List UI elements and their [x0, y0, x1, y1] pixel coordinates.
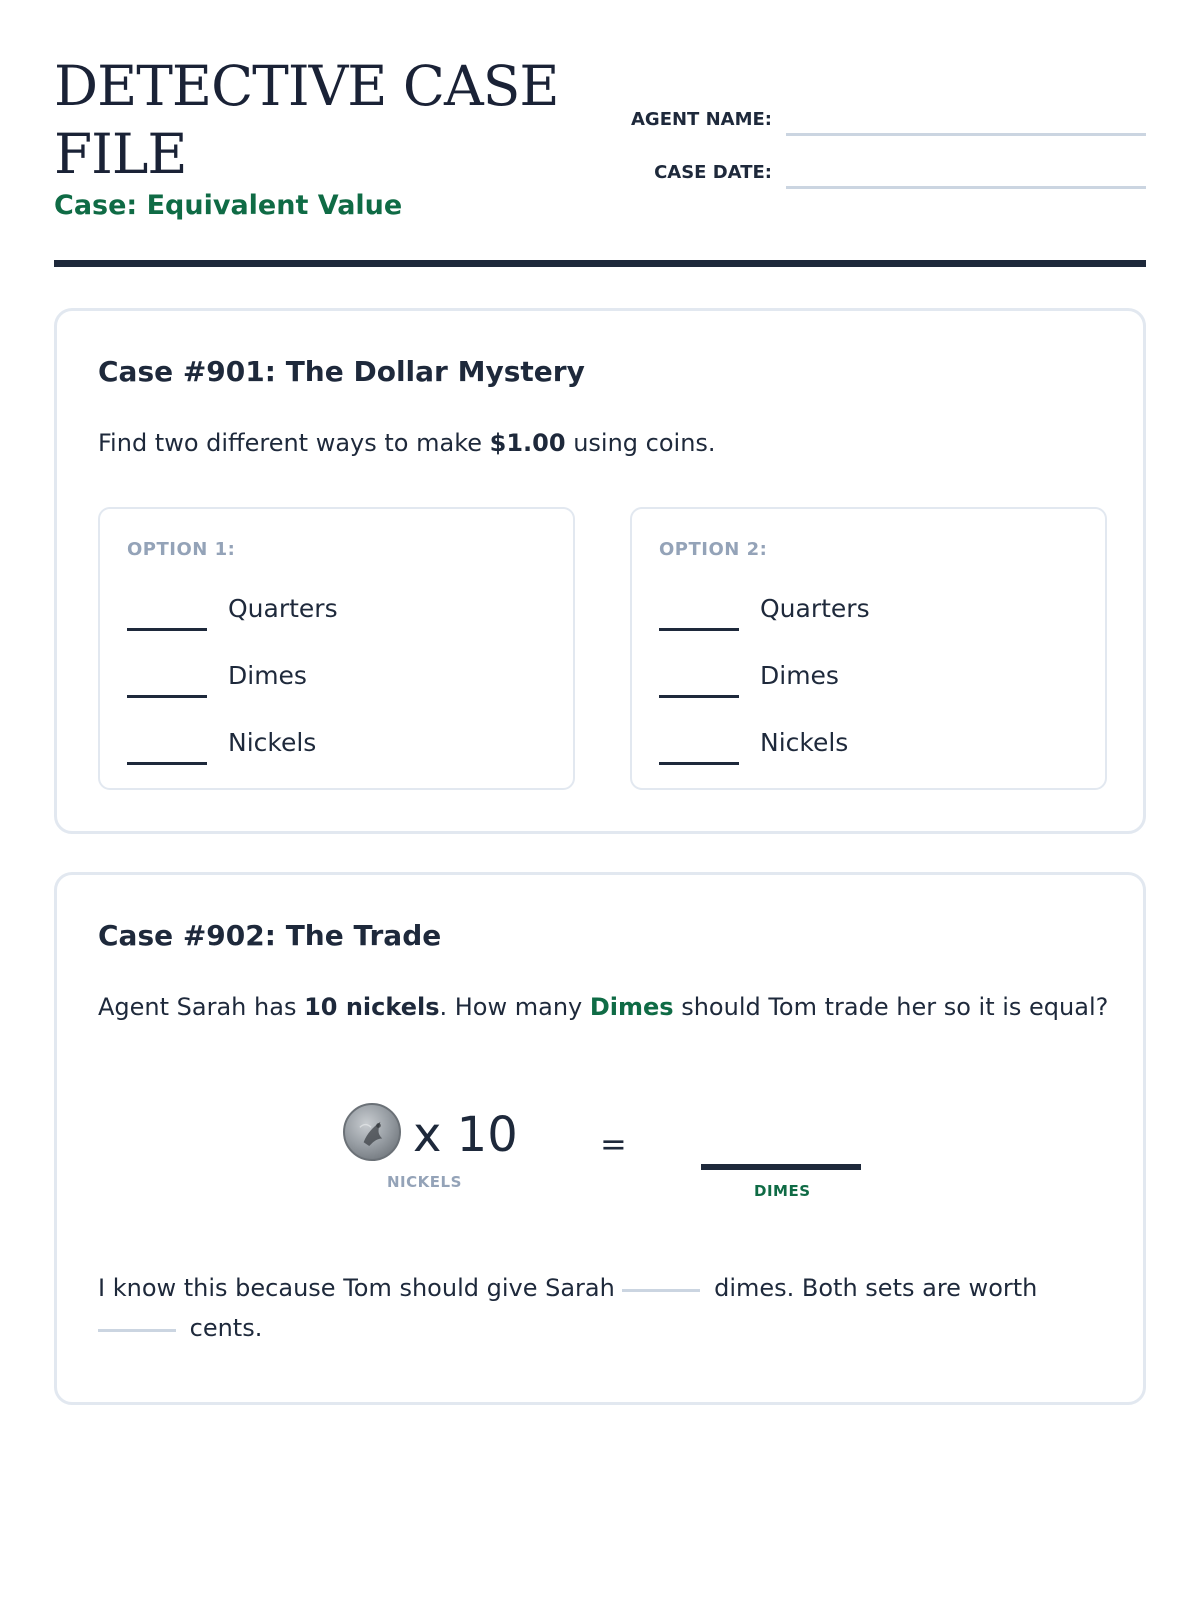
option-1-dimes-label: Dimes	[228, 661, 307, 690]
agent-name-label: AGENT NAME:	[630, 109, 772, 130]
page-title: DETECTIVE CASE FILE	[54, 54, 559, 186]
case-subtitle: Case: Equivalent Value	[54, 190, 403, 221]
agent-name-row	[626, 100, 1146, 136]
option-1-label: OPTION 1:	[127, 539, 236, 560]
case-902-prompt-part2: . How many	[439, 993, 590, 1021]
case-901-amount: $1.00	[489, 429, 566, 457]
option-1-nickels-row	[127, 727, 316, 767]
option-1-quarters-row	[127, 593, 338, 633]
option-2-quarters-row	[659, 593, 870, 633]
option-1-nickels-blank[interactable]	[127, 762, 207, 765]
case-902-prompt	[98, 993, 1108, 1021]
option-2-dimes-row	[659, 660, 839, 700]
option-1-box	[98, 507, 575, 790]
option-2-nickels-row	[659, 727, 848, 767]
option-2-dimes-blank[interactable]	[659, 695, 739, 698]
option-2-quarters-blank[interactable]	[659, 628, 739, 631]
case-date-label: CASE DATE:	[654, 162, 772, 183]
nickel-multiplier: x 10	[413, 1107, 518, 1163]
case-901-card	[54, 308, 1146, 834]
equals-sign: =	[600, 1125, 627, 1163]
case-902-title: Case #902: The Trade	[98, 919, 442, 952]
option-2-label: OPTION 2:	[659, 539, 768, 560]
option-1-quarters-blank[interactable]	[127, 628, 207, 631]
case-902-prompt-dimes: Dimes	[589, 993, 674, 1021]
explain-part2: dimes. Both sets are worth	[706, 1274, 1038, 1302]
case-date-row	[626, 153, 1146, 189]
nickel-coin-engraving	[345, 1105, 399, 1159]
option-2-box	[630, 507, 1107, 790]
case-901-title: Case #901: The Dollar Mystery	[98, 355, 585, 388]
nickels-caption: NICKELS	[387, 1173, 462, 1191]
explanation-sentence	[98, 1268, 1098, 1348]
case-902-prompt-part1: Agent Sarah has	[98, 993, 305, 1021]
option-1-nickels-label: Nickels	[228, 728, 317, 757]
case-date-field[interactable]	[786, 186, 1146, 189]
nickel-group	[343, 1103, 543, 1203]
case-901-prompt-before: Find two different ways to make	[98, 429, 490, 457]
dimes-answer-blank[interactable]	[701, 1164, 861, 1170]
case-902-card	[54, 872, 1146, 1405]
option-2-dimes-label: Dimes	[760, 661, 839, 690]
dimes-count-blank[interactable]	[622, 1289, 700, 1292]
case-901-prompt-after: using coins.	[565, 429, 716, 457]
agent-name-field[interactable]	[786, 133, 1146, 136]
worksheet-header	[54, 0, 1146, 268]
option-1-quarters-label: Quarters	[228, 594, 338, 623]
option-1-dimes-row	[127, 660, 307, 700]
explain-part3: cents.	[182, 1314, 263, 1342]
option-2-quarters-label: Quarters	[760, 594, 870, 623]
trade-equation	[57, 1103, 1143, 1213]
case-902-prompt-part3: should Tom trade her so it is equal?	[673, 993, 1109, 1021]
dimes-caption: DIMES	[754, 1182, 811, 1200]
cents-value-blank[interactable]	[98, 1329, 176, 1332]
agent-fields	[626, 100, 1146, 206]
nickel-coin-icon	[343, 1103, 401, 1161]
option-1-dimes-blank[interactable]	[127, 695, 207, 698]
option-2-nickels-blank[interactable]	[659, 762, 739, 765]
header-divider	[54, 260, 1146, 267]
case-901-prompt	[98, 429, 716, 457]
option-2-nickels-label: Nickels	[760, 728, 849, 757]
case-902-prompt-nickels: 10 nickels	[304, 993, 440, 1021]
explain-part1: I know this because Tom should give Sarah	[98, 1274, 623, 1302]
